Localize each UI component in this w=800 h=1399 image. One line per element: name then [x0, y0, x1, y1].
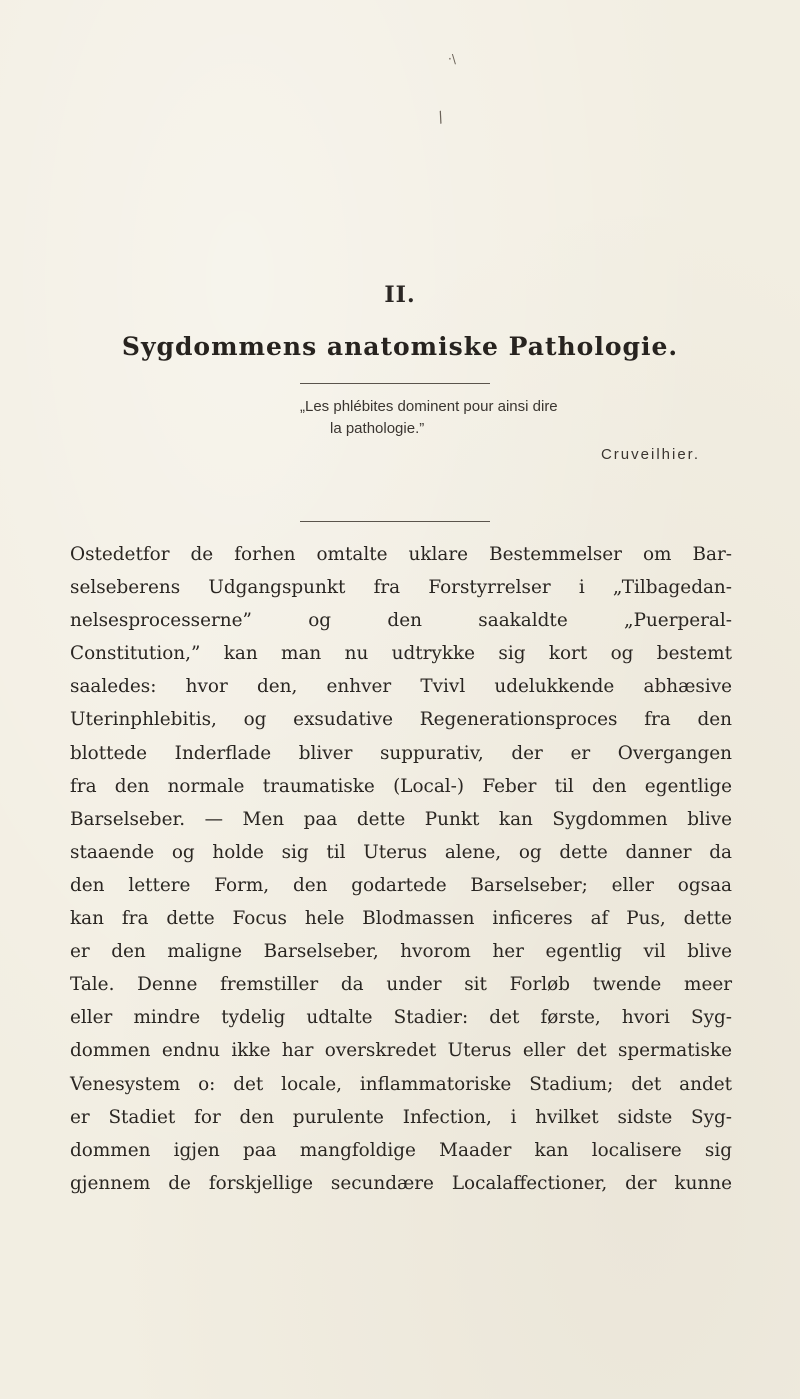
text-line: staaende og holde sig til Uterus alene, og dette danner da [70, 841, 732, 863]
epigraph-author: Cruveilhier. [600, 446, 700, 463]
section-number: II. [384, 282, 416, 308]
text-line: gjennem de forskjellige secundære Localaffectioner, der kunne [70, 1172, 732, 1194]
text-line: selseberens Udgangspunkt fra Forstyrrelser i „Tilbagedan- [70, 577, 732, 599]
text-line: saaledes: hvor den, enhver Tvivl udelukkende abhæsive [70, 676, 732, 698]
text-line: Uterinphlebitis, og exsudative Regenerationsproces fra den [70, 709, 732, 731]
text-line: er den maligne Barselseber, hvorom her egentlig vil blive [70, 941, 732, 963]
text-line: fra den normale traumatiske (Local-) Feber til den egentlige [70, 775, 732, 797]
margin-mark: ·\ [448, 52, 456, 66]
body-text [70, 538, 732, 1200]
epigraph-line: la pathologie.” [330, 420, 425, 437]
epigraph-line: „Les phlébites dominent pour ainsi dire [300, 398, 558, 415]
text-line: nelsesprocesserne” og den saakaldte „Puerperal- [70, 610, 732, 632]
text-line: Venesystem o: det locale, inflammatoriske Stadium; det andet [70, 1073, 732, 1095]
margin-mark: / [435, 107, 446, 127]
text-line: Tale. Denne fremstiller da under sit Forløb twende meer [70, 974, 732, 996]
divider-rule [300, 383, 490, 384]
epigraph [300, 396, 720, 466]
text-line: eller mindre tydelig udtalte Stadier: det første, hvori Syg- [70, 1007, 732, 1029]
text-line: Ostedetfor de forhen omtalte uklare Bestemmelser om Bar- [70, 544, 732, 565]
divider-rule [300, 521, 490, 522]
chapter-title: Sygdommens anatomiske Pathologie. [121, 332, 679, 361]
text-line: Barselseber. — Men paa dette Punkt kan Sygdommen blive [70, 808, 732, 830]
text-line: blottede Inderflade bliver suppurativ, der er Overgangen [70, 742, 732, 764]
text-line: er Stadiet for den purulente Infection, i hvilket sidste Syg- [70, 1106, 732, 1128]
text-line: dommen endnu ikke har overskredet Uterus eller det spermatiske [70, 1040, 732, 1062]
text-line: Constitution,” kan man nu udtrykke sig kort og bestemt [70, 643, 732, 665]
text-line: dommen igjen paa mangfoldige Maader kan localisere sig [70, 1139, 732, 1161]
text-line: kan fra dette Focus hele Blodmassen inficeres af Pus, dette [70, 908, 732, 930]
text-line: den lettere Form, den godartede Barselseber; eller ogsaa [70, 874, 732, 896]
